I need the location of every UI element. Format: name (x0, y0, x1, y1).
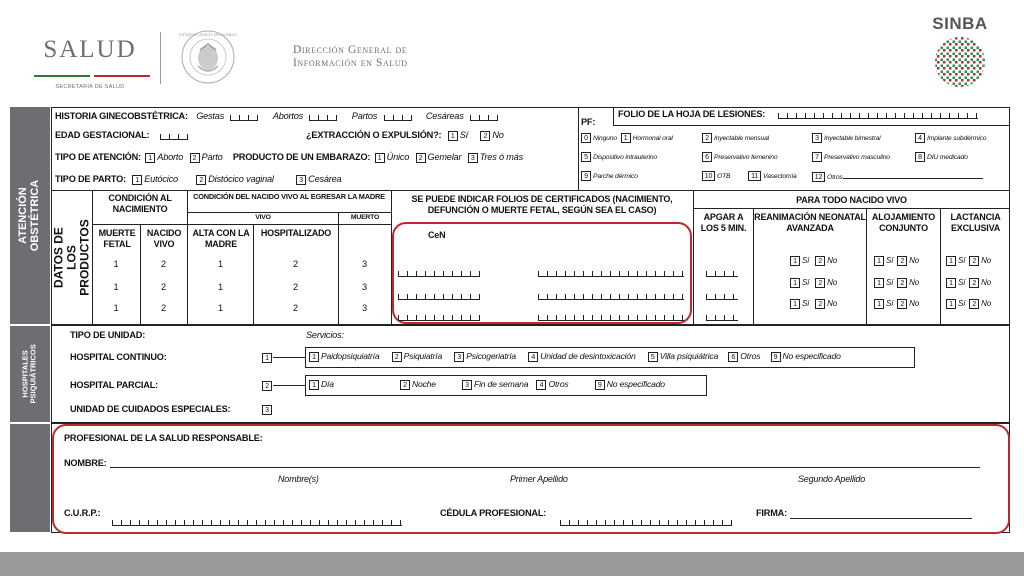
row2-muerto[interactable]: 3 (362, 282, 367, 292)
alojamiento-row2 (874, 278, 919, 288)
side-label-obstetrica: ATENCIÓN OBSTÉTRICA (17, 179, 41, 252)
pf-opt-1-label: Hormonal oral (632, 134, 673, 142)
cen-label: CeN (428, 230, 446, 240)
si-label: Sí (886, 256, 894, 266)
cuidados-especiales-checkbox[interactable]: 3 (262, 405, 272, 415)
pf-opt-2-checkbox[interactable]: 2 (702, 133, 712, 143)
primer-apellido-caption: Primer Apellido (510, 474, 568, 484)
otros-continuo-label: Otros (740, 351, 761, 361)
nombres-caption: Nombre(s) (278, 474, 319, 484)
gestas-label: Gestas (196, 111, 225, 121)
curp-label: C.U.R.P.: (64, 508, 101, 518)
footer-bar (0, 552, 1024, 576)
tipo-atencion-label: TIPO DE ATENCIÓN: (55, 152, 141, 162)
logo-divider (160, 32, 161, 84)
eutocico-label: Eutócico (144, 174, 178, 184)
villa-label: Villa psiquiátrica (659, 351, 719, 361)
si-label: Sí (886, 278, 894, 288)
row1-alta[interactable]: 1 (218, 259, 223, 269)
si-checkbox[interactable]: 1 (790, 256, 800, 266)
dg-title (293, 44, 408, 70)
pf-opt-9-label: Parche dérmico (593, 172, 638, 180)
pf-opt-11-label: Vasectomía (763, 172, 797, 180)
folio-field-a[interactable] (398, 312, 480, 321)
pf-opt-5-label: Dispositivo intrauterino (593, 153, 657, 161)
hospital-parcial-checkbox[interactable]: 2 (262, 381, 272, 391)
no-checkbox[interactable]: 2 (969, 278, 979, 288)
no-label: No (909, 278, 919, 288)
tipo-parto-label: TIPO DE PARTO: (55, 174, 126, 184)
nombre-label: NOMBRE: (64, 458, 107, 468)
apgar-field[interactable] (706, 291, 738, 300)
parcial-connector (273, 385, 305, 386)
side-bar-obstetrica (10, 107, 50, 324)
extraccion-no-label: No (492, 130, 504, 140)
si-label: Sí (886, 299, 894, 309)
otros-parcial-checkbox[interactable]: 4 (536, 380, 546, 390)
continuo-connector (273, 357, 305, 358)
extraccion-no-checkbox[interactable]: 2 (480, 131, 490, 141)
no-label: No (981, 256, 991, 266)
parcial-opts-row (309, 379, 665, 390)
sinba-globe-icon (922, 34, 998, 92)
cesareas-label: Cesáreas (425, 111, 464, 121)
no-label: No (909, 256, 919, 266)
folio-field-b[interactable] (538, 268, 684, 277)
noesp-continuo-label: No especificado (782, 351, 841, 361)
alojamiento-header: ALOJAMIENTO CONJUNTO (871, 212, 936, 233)
lactancia-row3 (946, 299, 991, 309)
no-label: No (909, 299, 919, 309)
si-checkbox[interactable]: 1 (946, 278, 956, 288)
tipo-parto-row (55, 174, 341, 185)
alta-header: ALTA CON LA MADRE (192, 228, 250, 249)
gestas-field[interactable] (230, 112, 258, 121)
paidopsiquiatria-checkbox[interactable]: 1 (309, 352, 319, 362)
pf-opt-0-label: Ninguno (593, 134, 617, 142)
si-label: Sí (802, 256, 810, 266)
folio-fields-row1 (398, 259, 684, 277)
paidopsiquiatria-label: Paidopsiquiatría (321, 351, 380, 361)
folio-field-a[interactable] (398, 268, 480, 277)
folio-field-b[interactable] (538, 312, 684, 321)
productos-label: DATOS DE LOS PRODUCTOS (51, 218, 92, 296)
hosp-header: HOSPITALIZADO (260, 228, 332, 238)
segundo-apellido-caption: Segundo Apellido (798, 474, 866, 484)
folio-fields-row2 (398, 282, 684, 300)
pf-opt-7-label: Preservativo masculino (824, 153, 890, 161)
reanimacion-row2 (790, 278, 837, 288)
villa-checkbox[interactable]: 5 (648, 352, 658, 362)
dia-label: Día (321, 379, 334, 389)
distocico-checkbox[interactable]: 2 (196, 175, 206, 185)
abortos-field[interactable] (309, 112, 337, 121)
salud-subtitle: SECRETARÍA DE SALUD (55, 84, 125, 90)
seal-text: ESTADOS UNIDOS MEXICANOS (179, 33, 237, 37)
no-checkbox[interactable]: 2 (815, 299, 825, 309)
psicogeriatria-label: Psicogeriatría (466, 351, 516, 361)
cesarea-label: Cesárea (308, 174, 342, 184)
cedula-field[interactable] (560, 517, 732, 526)
pf-opt-11-checkbox[interactable]: 11 (748, 171, 761, 181)
row2-nacido-vivo[interactable]: 2 (161, 282, 166, 292)
extraccion-row (306, 130, 504, 141)
no-checkbox[interactable]: 2 (897, 299, 907, 309)
seal-icon (178, 28, 238, 86)
dia-checkbox[interactable]: 1 (309, 380, 319, 390)
psiquiatria-checkbox[interactable]: 2 (392, 352, 402, 362)
si-label: Sí (958, 278, 966, 288)
noche-checkbox[interactable]: 2 (400, 380, 410, 390)
curp-field[interactable] (112, 517, 402, 526)
row2-muerte-fetal[interactable]: 1 (113, 282, 119, 292)
noesp-parcial-checkbox[interactable]: 9 (595, 380, 605, 390)
muerto-header: MUERTO (350, 214, 380, 221)
folio-row (618, 109, 978, 119)
noche-label: Noche (411, 379, 436, 389)
firma-line[interactable] (790, 518, 972, 519)
pf-opt-4-label: Implante subdérmico (927, 134, 987, 142)
pf-opt-4-checkbox[interactable]: 4 (915, 133, 925, 143)
pf-opt-0-checkbox[interactable]: 0 (581, 133, 591, 143)
no-checkbox[interactable]: 2 (897, 256, 907, 266)
salud-logo (30, 36, 150, 90)
row3-alta[interactable]: 1 (218, 303, 223, 313)
pf-opt-1-checkbox[interactable]: 1 (621, 133, 631, 143)
extraccion-si-checkbox[interactable]: 1 (448, 131, 458, 141)
extraccion-si-label: Sí (459, 130, 469, 140)
no-checkbox[interactable]: 2 (815, 278, 825, 288)
row1-muerto[interactable]: 3 (362, 259, 367, 269)
lactancia-header: LACTANCIA EXCLUSIVA (950, 212, 1001, 233)
cuidados-especiales-label: UNIDAD DE CUIDADOS ESPECIALES: (70, 404, 231, 414)
cond-nac-header: CONDICIÓN AL NACIMIENTO (108, 193, 172, 214)
tres-checkbox[interactable]: 3 (468, 153, 478, 163)
nacido-vivo-header: NACIDO VIVO (146, 228, 182, 249)
row3-nacido-vivo[interactable]: 2 (161, 303, 166, 313)
alojamiento-row1 (874, 256, 919, 266)
no-label: No (827, 299, 837, 309)
psicogeriatria-checkbox[interactable]: 3 (454, 352, 464, 362)
reanimacion-row3 (790, 299, 837, 309)
row1-nacido-vivo[interactable]: 2 (161, 259, 166, 269)
no-label: No (827, 256, 837, 266)
side-bar-profesional (10, 424, 50, 532)
row3-hosp[interactable]: 2 (293, 303, 298, 313)
desintoxicacion-label: Unidad de desintoxicación (540, 351, 636, 361)
si-checkbox[interactable]: 1 (790, 299, 800, 309)
aborto-checkbox[interactable]: 1 (145, 153, 155, 163)
tipo-atencion-row (55, 152, 523, 163)
pf-opt-10-label: OTB (717, 172, 731, 180)
firma-label: FIRMA: (756, 508, 787, 518)
historia-label: HISTORIA GINECOBSTÉTRICA: (55, 111, 188, 121)
side-bar-psiquiatricos (10, 326, 50, 422)
no-checkbox[interactable]: 2 (815, 256, 825, 266)
pf-opt-10-checkbox[interactable]: 10 (702, 171, 715, 181)
folio-field-a[interactable] (398, 291, 480, 300)
pf-opt-8-label: DIU medicado (927, 153, 968, 161)
apgar-header: APGAR A LOS 5 MIN. (700, 212, 747, 233)
row2-hosp[interactable]: 2 (293, 282, 298, 292)
tipo-unidad-label: TIPO DE UNIDAD: (70, 330, 146, 340)
pf-label: PF: (581, 117, 596, 127)
pf-opt-6-checkbox[interactable]: 6 (702, 152, 712, 162)
dg-line1: Dirección General de (293, 44, 408, 56)
lactancia-row2 (946, 278, 991, 288)
si-label: Sí (958, 299, 966, 309)
parto-label: Parto (201, 152, 223, 162)
pf-opt-12-checkbox[interactable]: 12 (812, 172, 825, 182)
pf-opt-6-label: Preservativo femenino (714, 153, 778, 161)
abortos-label: Abortos (272, 111, 304, 121)
hospital-continuo-label: HOSPITAL CONTINUO: (70, 352, 167, 362)
row3-muerto[interactable]: 3 (362, 303, 367, 313)
muerte-fetal-header: MUERTE FETAL (98, 228, 136, 249)
folio-field-b[interactable] (538, 291, 684, 300)
hospital-continuo-checkbox[interactable]: 1 (262, 353, 272, 363)
pf-opt-8-checkbox[interactable]: 8 (915, 152, 925, 162)
sinba-text: SINBA (932, 14, 988, 33)
edad-field[interactable] (160, 131, 188, 140)
reanimacion-header: REANIMACIÓN NEONATAL AVANZADA (754, 212, 866, 233)
row3-muerte-fetal[interactable]: 1 (113, 303, 119, 313)
row1-muerte-fetal[interactable]: 1 (113, 259, 119, 269)
row1-hosp[interactable]: 2 (293, 259, 298, 269)
aborto-label: Aborto (157, 152, 184, 162)
nombre-line[interactable] (110, 467, 980, 468)
para-todo-header: PARA TODO NACIDO VIVO (796, 195, 907, 205)
folio-fields-row3 (398, 303, 684, 321)
reanimacion-row1 (790, 256, 837, 266)
desintoxicacion-checkbox[interactable]: 4 (528, 352, 538, 362)
sinba-logo (922, 14, 998, 94)
gemelar-checkbox[interactable]: 2 (416, 153, 426, 163)
producto-embarazo-label: PRODUCTO DE UN EMBARAZO: (232, 152, 371, 162)
profesional-title: PROFESIONAL DE LA SALUD RESPONSABLE: (64, 433, 263, 443)
extraccion-label: ¿EXTRACCIÓN O EXPULSIÓN?: (306, 130, 442, 140)
gemelar-label: Gemelar (427, 152, 462, 162)
otros-parcial-label: Otros (548, 379, 569, 389)
unico-checkbox[interactable]: 1 (375, 153, 385, 163)
pf-opt-3-label: Inyectable bimestral (824, 134, 881, 142)
hospital-parcial-label: HOSPITAL PARCIAL: (70, 380, 158, 390)
salud-logo-text: SALUD (43, 36, 137, 63)
pf-opt-3-checkbox[interactable]: 3 (812, 133, 822, 143)
lactancia-row1 (946, 256, 991, 266)
noesp-continuo-checkbox[interactable]: 9 (771, 352, 781, 362)
dg-line2: Información en Salud (293, 57, 408, 69)
no-checkbox[interactable]: 2 (897, 278, 907, 288)
no-checkbox[interactable]: 2 (969, 299, 979, 309)
folio-field[interactable] (778, 110, 978, 119)
eutocico-checkbox[interactable]: 1 (132, 175, 142, 185)
no-checkbox[interactable]: 2 (969, 256, 979, 266)
noesp-parcial-label: No especificado (606, 379, 665, 389)
no-label: No (981, 299, 991, 309)
pf-row-1 (581, 133, 673, 143)
edad-label: EDAD GESTACIONAL: (55, 130, 150, 140)
si-checkbox[interactable]: 1 (874, 256, 884, 266)
si-checkbox[interactable]: 1 (874, 299, 884, 309)
pf-opt-2-label: Inyectable mensual (714, 134, 769, 142)
side-label-psiquiatricos: HOSPITALES PSIQUIÁTRICOS (21, 344, 39, 404)
si-checkbox[interactable]: 1 (946, 256, 956, 266)
no-label: No (827, 278, 837, 288)
si-label: Sí (802, 299, 810, 309)
pf-opt-5-checkbox[interactable]: 5 (581, 152, 591, 162)
cesareas-field[interactable] (470, 112, 498, 121)
historia-row (55, 111, 498, 121)
edad-row (55, 130, 188, 140)
vivo-header: VIVO (255, 214, 271, 221)
partos-field[interactable] (384, 112, 412, 121)
distocico-label: Distócico vaginal (208, 174, 274, 184)
pf-opt-9-checkbox[interactable]: 9 (581, 171, 591, 181)
servicios-label: Servicios: (306, 330, 344, 340)
si-checkbox[interactable]: 1 (790, 278, 800, 288)
psiquiatria-label: Psiquiatría (403, 351, 443, 361)
tres-label: Tres ó más (479, 152, 523, 162)
cedula-label: CÉDULA PROFESIONAL: (440, 508, 547, 518)
apgar-field[interactable] (706, 312, 738, 321)
continuo-opts-row (309, 351, 841, 362)
folio-label: FOLIO DE LA HOJA DE LESIONES: (618, 109, 766, 119)
row2-alta[interactable]: 1 (218, 282, 223, 292)
si-checkbox[interactable]: 1 (874, 278, 884, 288)
no-label: No (981, 278, 991, 288)
otros-continuo-checkbox[interactable]: 6 (728, 352, 738, 362)
unico-label: Único (386, 152, 410, 162)
parto-checkbox[interactable]: 2 (190, 153, 200, 163)
si-label: Sí (958, 256, 966, 266)
otros-line[interactable] (843, 171, 983, 179)
cesarea-checkbox[interactable]: 3 (296, 175, 306, 185)
pf-opt-12-label: Otros (827, 174, 843, 181)
alojamiento-row3 (874, 299, 919, 309)
partos-label: Partos (351, 111, 378, 121)
si-label: Sí (802, 278, 810, 288)
pf-opt-7-checkbox[interactable]: 7 (812, 152, 822, 162)
si-checkbox[interactable]: 1 (946, 299, 956, 309)
fin-semana-checkbox[interactable]: 3 (462, 380, 472, 390)
apgar-field[interactable] (706, 268, 738, 277)
cond-egresar-header: CONDICIÓN DEL NACIDO VIVO AL EGRESAR LA MADRE (193, 192, 385, 201)
folios-header: SE PUEDE INDICAR FOLIOS DE CERTIFICADOS (NACIMIENTO, DEFUNCIÓN O MUERTE FETAL, SEGÚN SEA EL CASO) (411, 194, 673, 215)
fin-semana-label: Fin de semana (474, 379, 529, 389)
